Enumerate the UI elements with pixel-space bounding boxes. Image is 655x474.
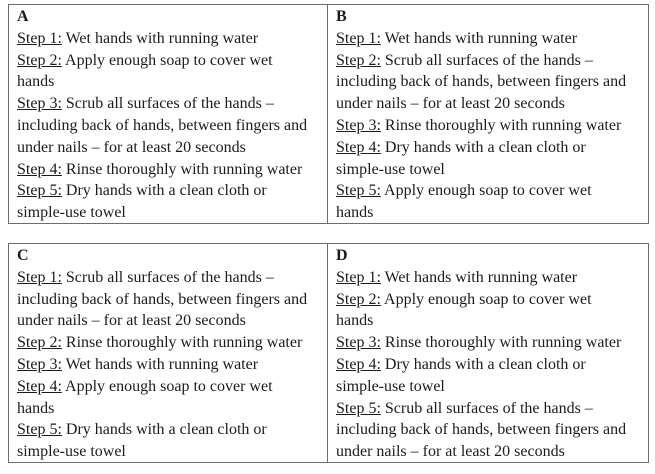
step-text: Apply enough soap to cover wet hands <box>17 51 273 91</box>
step-label: Step 4: <box>17 160 62 178</box>
step-label: Step 1: <box>17 29 62 47</box>
step-text: Apply enough soap to cover wet hands <box>336 182 592 222</box>
step-label: Step 5: <box>336 399 381 417</box>
option-letter-d: D <box>336 247 348 264</box>
step-text: Scrub all surfaces of the hands – including back of hands, between fingers and under nails – for at least 20 seconds <box>336 399 627 461</box>
step-label: Step 1: <box>17 268 62 286</box>
step <box>17 419 311 463</box>
option-letter-b: B <box>336 8 347 25</box>
step-label: Step 3: <box>17 355 62 373</box>
step <box>17 180 311 224</box>
step-text: Dry hands with a clean cloth or simple-use towel <box>336 138 586 178</box>
step-text: Rinse thoroughly with running water <box>384 334 622 352</box>
option-letter-c: C <box>17 247 29 264</box>
step-label: Step 3: <box>17 95 62 113</box>
step-label: Step 1: <box>336 268 381 286</box>
step-label: Step 4: <box>336 138 381 156</box>
step-label: Step 1: <box>336 29 381 47</box>
step <box>336 137 630 181</box>
step <box>17 28 311 50</box>
option-letter-a: A <box>17 8 29 25</box>
step-text: Rinse thoroughly with running water <box>65 334 303 352</box>
step <box>336 398 630 463</box>
step-label: Step 2: <box>17 51 62 69</box>
step <box>336 267 630 289</box>
option-cell-b <box>328 5 648 223</box>
step <box>336 180 630 224</box>
step-label: Step 5: <box>17 182 62 200</box>
step <box>336 289 630 333</box>
option-cell-a <box>9 5 328 223</box>
option-cell-c <box>9 244 328 462</box>
step-text: Wet hands with running water <box>384 29 578 47</box>
step-label: Step 5: <box>17 421 62 439</box>
step <box>17 159 311 181</box>
step-text: Scrub all surfaces of the hands – including back of hands, between fingers and under nails – for at least 20 seconds <box>17 95 308 156</box>
step-label: Step 5: <box>336 182 381 200</box>
step <box>17 50 311 94</box>
step <box>336 50 630 115</box>
step <box>17 354 311 376</box>
step-label: Step 2: <box>17 334 62 352</box>
step <box>17 93 311 158</box>
step-label: Step 3: <box>336 116 381 134</box>
step-text: Wet hands with running water <box>65 29 259 47</box>
step-text: Dry hands with a clean cloth or simple-use towel <box>336 355 586 395</box>
step-label: Step 2: <box>336 290 381 308</box>
step-text: Rinse thoroughly with running water <box>384 116 622 134</box>
step-text: Rinse thoroughly with running water <box>65 160 303 178</box>
step-text: Dry hands with a clean cloth or simple-use towel <box>17 421 267 461</box>
step <box>336 28 630 50</box>
step <box>17 267 311 332</box>
step-label: Step 4: <box>17 377 62 395</box>
options-table-top <box>8 4 649 224</box>
step-text: Scrub all surfaces of the hands – including back of hands, between fingers and under nails – for at least 20 seconds <box>17 268 308 330</box>
step-label: Step 3: <box>336 334 381 352</box>
step-label: Step 4: <box>336 355 381 373</box>
step-text: Apply enough soap to cover wet hands <box>336 290 592 330</box>
step-text: Dry hands with a clean cloth or simple-use towel <box>17 182 267 222</box>
step-text: Scrub all surfaces of the hands – including back of hands, between fingers and under nails – for at least 20 seconds <box>336 51 627 113</box>
step-label: Step 2: <box>336 51 381 69</box>
step <box>17 376 311 420</box>
option-cell-d <box>328 244 648 462</box>
step-text: Wet hands with running water <box>384 268 578 286</box>
step <box>336 115 630 137</box>
step-text: Apply enough soap to cover wet hands <box>17 377 273 417</box>
step-text: Wet hands with running water <box>65 355 259 373</box>
step <box>336 332 630 354</box>
options-table-bottom <box>8 243 649 463</box>
step <box>17 332 311 354</box>
step <box>336 354 630 398</box>
